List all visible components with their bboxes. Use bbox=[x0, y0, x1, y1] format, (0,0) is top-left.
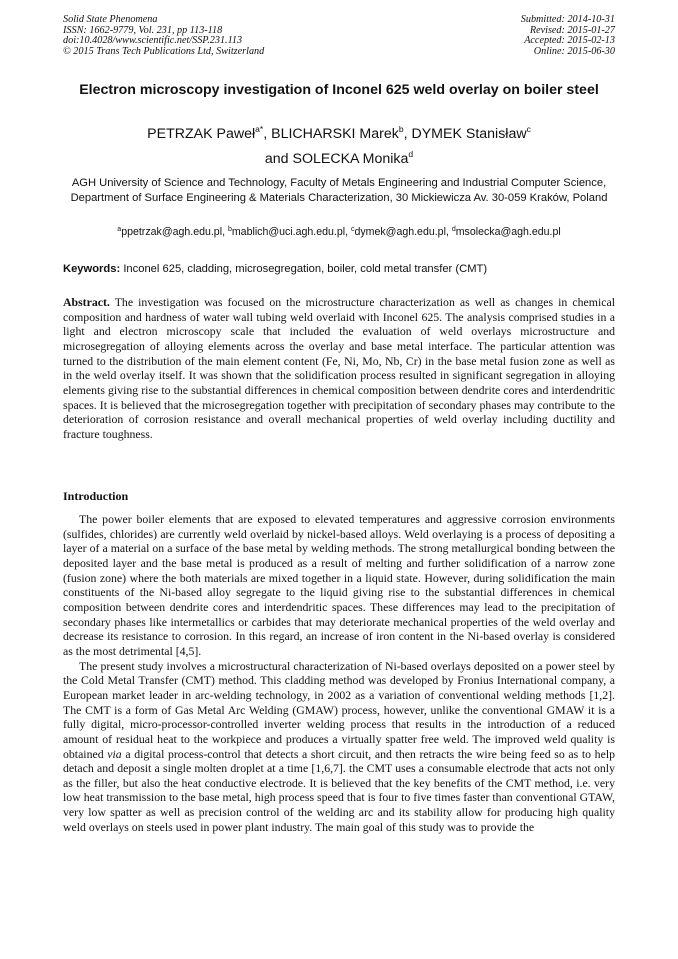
abstract-label: Abstract. bbox=[63, 295, 110, 309]
author-name: DYMEK Stanisław bbox=[411, 126, 527, 142]
introduction-heading: Introduction bbox=[63, 489, 129, 503]
email-mark: b bbox=[227, 226, 232, 233]
doi-line: doi:10.4028/www.scientific.net/SSP.231.113 bbox=[63, 35, 243, 47]
journal-name: Solid State Phenomena bbox=[63, 14, 158, 25]
intro-paragraph: The power boiler elements that are exposed to elevated temperatures and aggressive corrosion environments (sulfides, chlorides) are currently weld overlaid by nickel-based alloys. Weld overlaying is a process of depositing a layer of a material on a surface of the base metal by welding methods. The strong metallurgical bonding between the deposited layer and the base metal is produced as a result of melting and further solidification of a narrow zone (fusion zone) where the both materials are mixed together in a liquid state. However, during solidification the main constituents of the Ni-based alloy segregate to the liquid giving rise to the substantial differences in chemical composition between dendrite cores and interdendritic spaces. These differences may lead to the precipitation of secondary phases like intermetallics or carbides that may deteriorate mechanical properties of the weld overlay and decrease its resistance to corrosion. In this regard, an increase of iron content in the Ni-based overlay is considered as the most detrimental [4,5]. bbox=[63, 512, 615, 658]
author-name: PETRZAK Paweł bbox=[147, 126, 256, 142]
author-affiliation-mark: d bbox=[408, 149, 414, 159]
author-separator: and bbox=[264, 151, 293, 167]
accepted-date: Accepted: 2015-02-13 bbox=[524, 35, 615, 47]
author-email: msolecka@agh.edu.pl bbox=[455, 226, 561, 238]
paper-title: Electron microscopy investigation of Inconel 625 weld overlay on boiler steel bbox=[79, 82, 599, 98]
email-list: $^a$ppetrzak@agh.edu.pl, $^b$mablich@uci.agh.edu.pl, $^c$dymek@agh.edu.pl, $^d$msolecka@agh.edu.pl bbox=[117, 226, 561, 238]
email-mark: a bbox=[117, 226, 122, 233]
keywords-text: Inconel 625, cladding, microsegregation, boiler, cold metal transfer (CMT) bbox=[123, 263, 488, 275]
author-name: SOLECKA Monika bbox=[292, 151, 409, 167]
email-mark: d bbox=[451, 226, 456, 233]
intro-paragraph: The present study involves a microstructural characterization of Ni-based overlays deposited on a power steel by the Cold Metal Transfer (CMT) method. This cladding method was developed by Fronius International company, a European market leader in arc-welding technology, in 2002 as a variation of conventional welding methods [1,2]. The CMT is a form of Gas Metal Arc Welding (GMAW) process, however, unlike the conventional GMAW it is a fully digital, micro-processor-controlled inverter welding process that results in the introduction of a reduced amount of residual heat to the workpiece and produces a virtually spatter free weld. The improved weld quality is obtained via a digital process-control that detects a short circuit, and then retracts the wire being feed so as to help detach and deposit a single molten droplet at a time [1,6,7]. the CMT uses a consumable electrode that acts not only as the filler, but also the heat conductive electrode. It is believed that the key benefits of the CMT method, i.e. very low heat transmission to the base metal, high process speed that is four to five times faster than conventional GTAW, very low spatter as well as precision control of the welding arc and its stability allow for producing high quality weld overlays on steels used in power plant industry. The main goal of this study was to provide the bbox=[63, 658, 615, 834]
affiliation: AGH University of Science and Technology, Faculty of Metals Engineering and Industrial Computer Science, Department of Surface Engineering & Materials Characterization, 30 Mickiewicza Av. 30-059 Kraków, Poland bbox=[70, 177, 608, 205]
email-mark: c bbox=[350, 226, 355, 233]
abstract-text: The investigation was focused on the microstructure characterization as well as changes in chemical composition and hardness of water wall tubing weld overlaid with Inconel 625. The analysis comprised studies in a light and electron microscopy scale that included the evaluation of weld overlays microstructure and microsegregation of alloying elements across the overlay and base metal interface. The particular attention was turned to the distribution of the main element content (Fe, Ni, Mo, Nb, Cr) in the base metal fusion zone as well as in the weld overlay itself. It was shown that the solidification process resulted in significant segregation in alloying elements giving rise to the substantial differences in chemical composition between dendrite cores and interdendritic spaces. It is believed that the microsegregation together with precipitation of secondary phases may contribute to the deterioration of corrosion resistance and overall mechanical properties of weld overlay including ductility and fracture toughness. bbox=[63, 295, 615, 441]
journal-header-left bbox=[63, 15, 264, 57]
author-affiliation-mark: c bbox=[526, 124, 531, 134]
online-date: Online: 2015-06-30 bbox=[533, 45, 615, 57]
author-name: BLICHARSKI Marek bbox=[271, 126, 399, 142]
author-email: dymek@agh.edu.pl bbox=[354, 226, 446, 238]
journal-header-right bbox=[521, 15, 615, 57]
issn-line: ISSN: 1662-9779, Vol. 231, pp 113-118 bbox=[63, 24, 223, 36]
copyright-line: © 2015 Trans Tech Publications Ltd, Switzerland bbox=[63, 45, 265, 57]
revised-date: Revised: 2015-01-27 bbox=[529, 24, 615, 36]
abstract bbox=[63, 295, 615, 442]
italic-term: via bbox=[107, 746, 122, 761]
submitted-date: Submitted: 2014-10-31 bbox=[520, 14, 615, 25]
introduction-body bbox=[63, 512, 615, 834]
author-affiliation-mark: b bbox=[398, 124, 404, 134]
author-affiliation-mark: a* bbox=[255, 124, 264, 134]
author-email: mablich@uci.agh.edu.pl bbox=[231, 226, 346, 238]
author-email: ppetrzak@agh.edu.pl bbox=[121, 226, 223, 238]
author-list: PETRZAK Paweł$^{a*}$, BLICHARSKI Marek$^b$, DYMEK Stanisław$^c$ and SOLECKA Monika$^d$ bbox=[147, 124, 531, 167]
keywords-label: Keywords: bbox=[63, 263, 121, 275]
keywords bbox=[63, 262, 615, 276]
